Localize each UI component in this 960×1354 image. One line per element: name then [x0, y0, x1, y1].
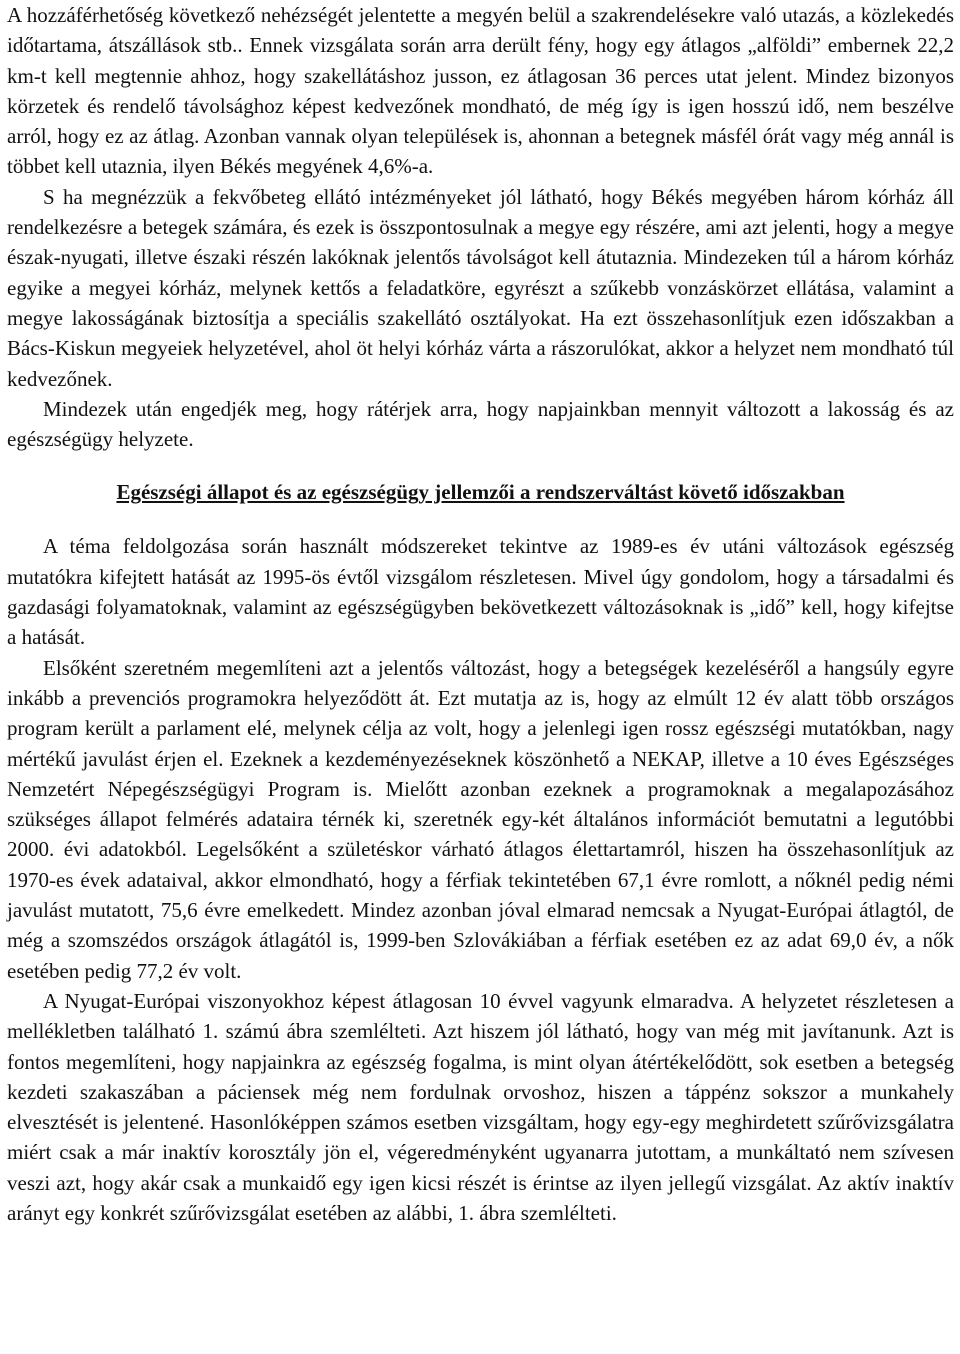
paragraph: A téma feldolgozása során használt módszereket tekintve az 1989-es év utáni változások egészség mutatókra kifejtett hatását az 1995-ös évtől vizsgálom részletesen. Mivel úgy gondolom, hogy a társadalmi és gazdasági folyamatoknak, valamint az egészségügyben bekövetkezett változásoknak is „idő” kell, hogy kifejtse a hatását.	[7, 534, 954, 650]
section-heading: Egészségi állapot és az egészségügy jellemzői a rendszerváltást követő időszakban	[116, 480, 845, 505]
paragraph: S ha megnézzük a fekvőbeteg ellátó intézményeket jól látható, hogy Békés megyében három kórház áll rendelkezésre a betegek számára, és ezek is összpontosulnak a megye egy részére, ami azt jelenti, hogy a megye észak-nyugati, illetve északi részén lakóknak jelentős távolságot kell átutaznia. Mindezeken túl a három kórház egyike a megyei kórház, melynek kettős a feladatköre, egyrészt a szűkebb vonzáskörzet ellátása, valamint a megye lakosságának biztosítja a speciális szakellátó osztályokat. Ha ezt összehasonlítjuk ezen időszakban a Bács-Kiskun megyeiek helyzetével, ahol öt helyi kórház várta a rászorulókat, akkor a helyzet nem mondható túl kedvezőnek.	[7, 184, 954, 391]
paragraph: A hozzáférhetőség következő nehézségét jelentette a megyén belül a szakrendelésekre való utazás, a közlekedés időtartama, átszállások stb.. Ennek vizsgálata során arra derült fény, hogy egy átlagos „alföldi” embernek 22,2 km-t kell megtennie ahhoz, hogy szakellátáshoz jusson, ez átlagosan 36 perces utat jelent. Mindez bizonyos körzetek és rendelő távolsághoz képest kedvezőnek mondható, de még így is igen hosszú idő, nem beszélve arról, hogy ez az átlag. Azonban vannak olyan települések is, ahonnan a betegnek másfél órát vagy még annál is többet kell utaznia, ilyen Békés megyének 4,6%-a.	[7, 3, 954, 179]
paragraph: A Nyugat-Európai viszonyokhoz képest átlagosan 10 évvel vagyunk elmaradva. A helyzetet részletesen a mellékletben található 1. számú ábra szemlélteti. Azt hiszem jól látható, hogy van még mit javítanunk. Azt is fontos megemlíteni, hogy napjainkra az egészség fogalma, is mint olyan átértékelődött, sok esetben a betegség kezdeti szakaszában a páciensek még nem fordulnak orvoshoz, hiszen a táppénz sokszor a munkahely elvesztését is jelentené. Hasonlóképpen számos esetben vizsgáltam, hogy egy-egy meghirdetett szűrővizsgálatra miért csak a már inaktív korosztály jön el, végeredményként ugyanarra jutottam, a munkáltató nem szívesen veszi azt, hogy akár csak a munkaidő egy igen kicsi részét is érintse az ilyen jellegű vizsgálat. Az aktív inaktív arányt egy konkrét szűrővizsgálat esetében az alábbi, 1. ábra szemlélteti.	[7, 988, 954, 1225]
paragraph: Mindezek után engedjék meg, hogy rátérjek arra, hogy napjainkban mennyit változott a lakosság és az egészségügy helyzete.	[7, 396, 954, 452]
section-after-heading	[7, 531, 954, 1228]
document-page	[7, 0, 954, 1228]
paragraph: Elsőként szeretném megemlíteni azt a jelentős változást, hogy a betegségek kezeléséről a hangsúly egyre inkább a prevenciós programokra helyeződött át. Ezt mutatja az is, hogy az elmúlt 12 év alatt több országos program került a parlament elé, melynek célja az volt, hogy a jelenlegi igen rossz egészségi mutatókban, nagy mértékű javulást érjen el. Ezeknek a kezdeményezéseknek köszönhető a NEKAP, illetve a 10 éves Egészséges Nemzetért Népegészségügyi Program is. Mielőtt azonban ezeknek a programoknak a megalapozásához szükséges állapot felmérés adataira térnék ki, szeretnék egy-két általános információt bemutatni a legutóbbi 2000. évi adatokból. Legelsőként a születéskor várható átlagos élettartamról, hiszen ha összehasonlítjuk az 1970-es évek adataival, akkor elmondható, hogy a férfiak tekintetében 67,1 évre romlott, a nőknél pedig némi javulást mutatott, 75,6 évre emelkedett. Mindez azonban jóval elmarad nemcsak a Nyugat-Európai átlagtól, de még a szomszédos országok átlagától is, 1999-ben Szlovákiában a férfiak esetében ez az adat 69,0 év, a nők esetében pedig 77,2 év volt.	[7, 655, 954, 983]
section-before-heading	[7, 0, 954, 454]
